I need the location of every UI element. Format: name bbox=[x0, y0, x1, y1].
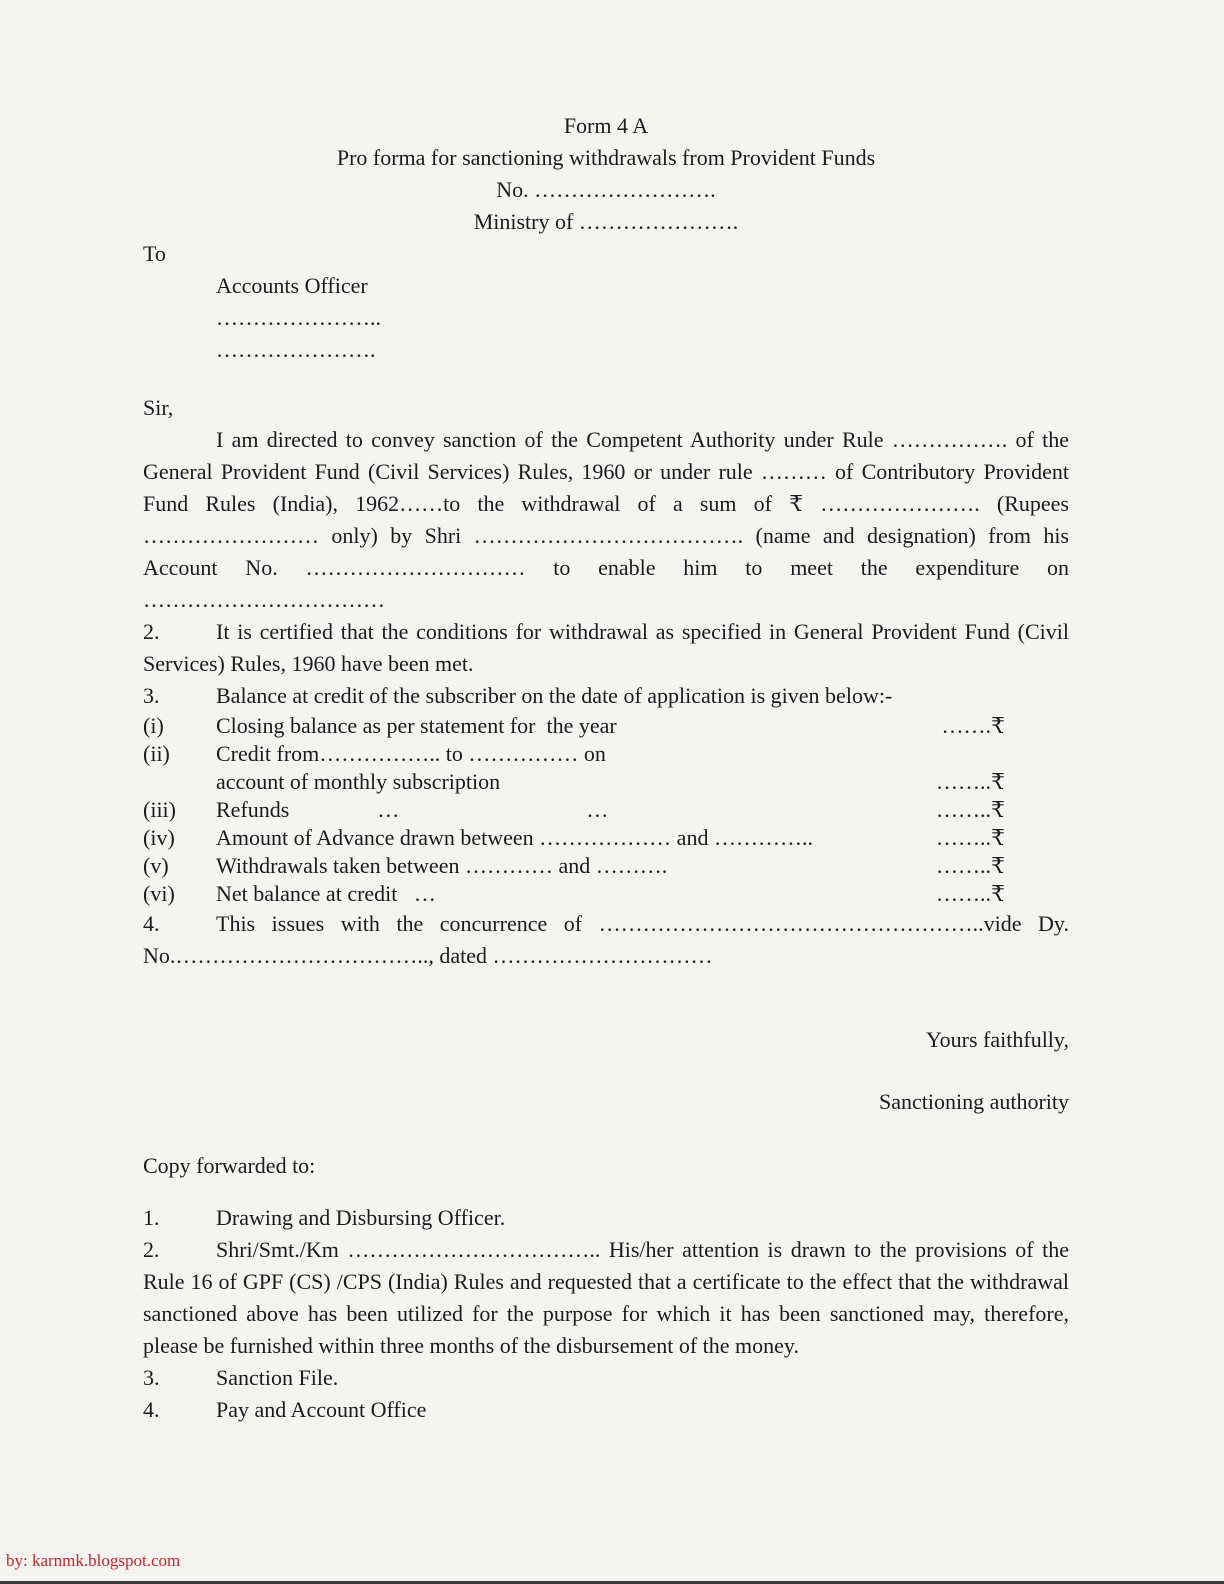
salutation: Sir, bbox=[143, 395, 174, 420]
section-2-text: It is certified that the conditions for withdrawal as specified in General Provident Fund (Civil Services) Rules, 1960 have been met. bbox=[143, 619, 1069, 676]
balance-row-amount: …….₹ bbox=[941, 713, 1005, 738]
ministry-blank-line: Ministry of …………………. bbox=[473, 209, 739, 234]
copy-item-number: 4. bbox=[143, 1397, 160, 1422]
balance-row-vi bbox=[143, 880, 1069, 908]
copy-item-4 bbox=[143, 1394, 1069, 1426]
body-paragraph-1: I am directed to convey sanction of the Competent Authority under Rule ……………. of the General Provident Fund (Civil Services) Rules, 1960 or under rule ……… of Contributory Provident Fund Rules (India), 1962……to the withdrawal of a sum of ₹ …………………. (Rupees …………………… only) by Shri ………………………………. (name and designation) from his Account No. ………………………… to enable him to meet the expenditure on …………………………… bbox=[143, 427, 1069, 612]
balance-row-marker: (i) bbox=[143, 713, 164, 738]
copy-forwarded-list bbox=[143, 1202, 1069, 1426]
form-serial-blank-line: No. ……………………. bbox=[496, 177, 716, 202]
balance-row-label: account of monthly subscription bbox=[216, 769, 501, 794]
balance-row-label: Amount of Advance drawn between ……………… and ………….. bbox=[216, 825, 813, 850]
copy-item-text: Drawing and Disbursing Officer. bbox=[216, 1205, 506, 1230]
balance-row-marker: (iv) bbox=[143, 825, 175, 850]
address-block bbox=[143, 238, 1069, 366]
balance-row-ii-continued bbox=[143, 768, 1069, 796]
copy-item-text: Shri/Smt./Km …………………………….. His/her attention is drawn to the provisions of the Rule 16 of GPF (CS) /CPS (India) Rules and requested that a certificate to the effect that the withdrawal sanctioned above has been utilized for the purpose for which it has been sanctioned may, therefore, please be furnished within three months of the disbursement of the money. bbox=[143, 1237, 1069, 1358]
address-lines bbox=[216, 270, 1069, 366]
balance-row-iii bbox=[143, 796, 1069, 824]
balance-row-marker: (vi) bbox=[143, 881, 175, 906]
blog-credit-watermark: by: karnmk.blogspot.com bbox=[6, 1551, 181, 1570]
section-2-paragraph bbox=[143, 616, 1069, 680]
sanctioning-authority-label: Sanctioning authority bbox=[878, 1089, 1069, 1114]
form-number: Form 4 A bbox=[563, 113, 649, 138]
address-line: Accounts Officer bbox=[216, 273, 368, 298]
address-blank-line: …………………. bbox=[216, 337, 376, 362]
copy-forwarded-heading: Copy forwarded to: bbox=[143, 1153, 316, 1178]
balance-row-ii bbox=[143, 740, 1069, 768]
section-4-paragraph bbox=[143, 908, 1069, 972]
section-4-text: This issues with the concurrence of ……………………………………………..vide Dy. No.…………………………….., dated ………………………… bbox=[143, 911, 1069, 968]
address-blank-line: ………………….. bbox=[216, 305, 381, 330]
copy-item-number: 1. bbox=[143, 1205, 160, 1230]
balance-row-label: Withdrawals taken between ………… and ………. bbox=[216, 853, 668, 878]
balance-row-iv bbox=[143, 824, 1069, 852]
copy-item-3 bbox=[143, 1362, 1069, 1394]
copy-item-text: Pay and Account Office bbox=[216, 1397, 427, 1422]
balance-list bbox=[143, 712, 1069, 908]
copy-item-number: 3. bbox=[143, 1365, 160, 1390]
balance-row-v bbox=[143, 852, 1069, 880]
balance-row-label: Credit from…………….. to …………… on bbox=[216, 741, 606, 766]
balance-row-amount: ……..₹ bbox=[936, 881, 1005, 906]
balance-row-label: Net balance at credit … bbox=[216, 881, 436, 906]
balance-row-amount: ……..₹ bbox=[936, 853, 1005, 878]
copy-item-1 bbox=[143, 1202, 1069, 1234]
balance-row-label: Closing balance as per statement for the year bbox=[216, 713, 617, 738]
balance-row-i bbox=[143, 712, 1069, 740]
section-3-text: Balance at credit of the subscriber on the date of application is given below:- bbox=[216, 683, 893, 708]
balance-row-label: Refunds … … bbox=[216, 797, 609, 822]
copy-item-2 bbox=[143, 1234, 1069, 1362]
balance-row-marker: (ii) bbox=[143, 741, 170, 766]
section-4-number: 4. bbox=[143, 911, 160, 936]
address-to-label: To bbox=[143, 241, 166, 266]
balance-row-marker: (v) bbox=[143, 853, 169, 878]
balance-row-marker: (iii) bbox=[143, 797, 176, 822]
document-header bbox=[143, 110, 1069, 238]
form-title: Pro forma for sanctioning withdrawals from Provident Funds bbox=[336, 145, 876, 170]
section-2-number: 2. bbox=[143, 619, 160, 644]
balance-row-amount: ……..₹ bbox=[936, 797, 1005, 822]
section-3-number: 3. bbox=[143, 683, 160, 708]
balance-row-amount: ……..₹ bbox=[936, 825, 1005, 850]
copy-item-number: 2. bbox=[143, 1237, 160, 1262]
closing-phrase: Yours faithfully, bbox=[925, 1027, 1069, 1052]
copy-item-text: Sanction File. bbox=[216, 1365, 339, 1390]
section-3-heading bbox=[143, 680, 1069, 712]
balance-row-amount: ……..₹ bbox=[936, 769, 1005, 794]
